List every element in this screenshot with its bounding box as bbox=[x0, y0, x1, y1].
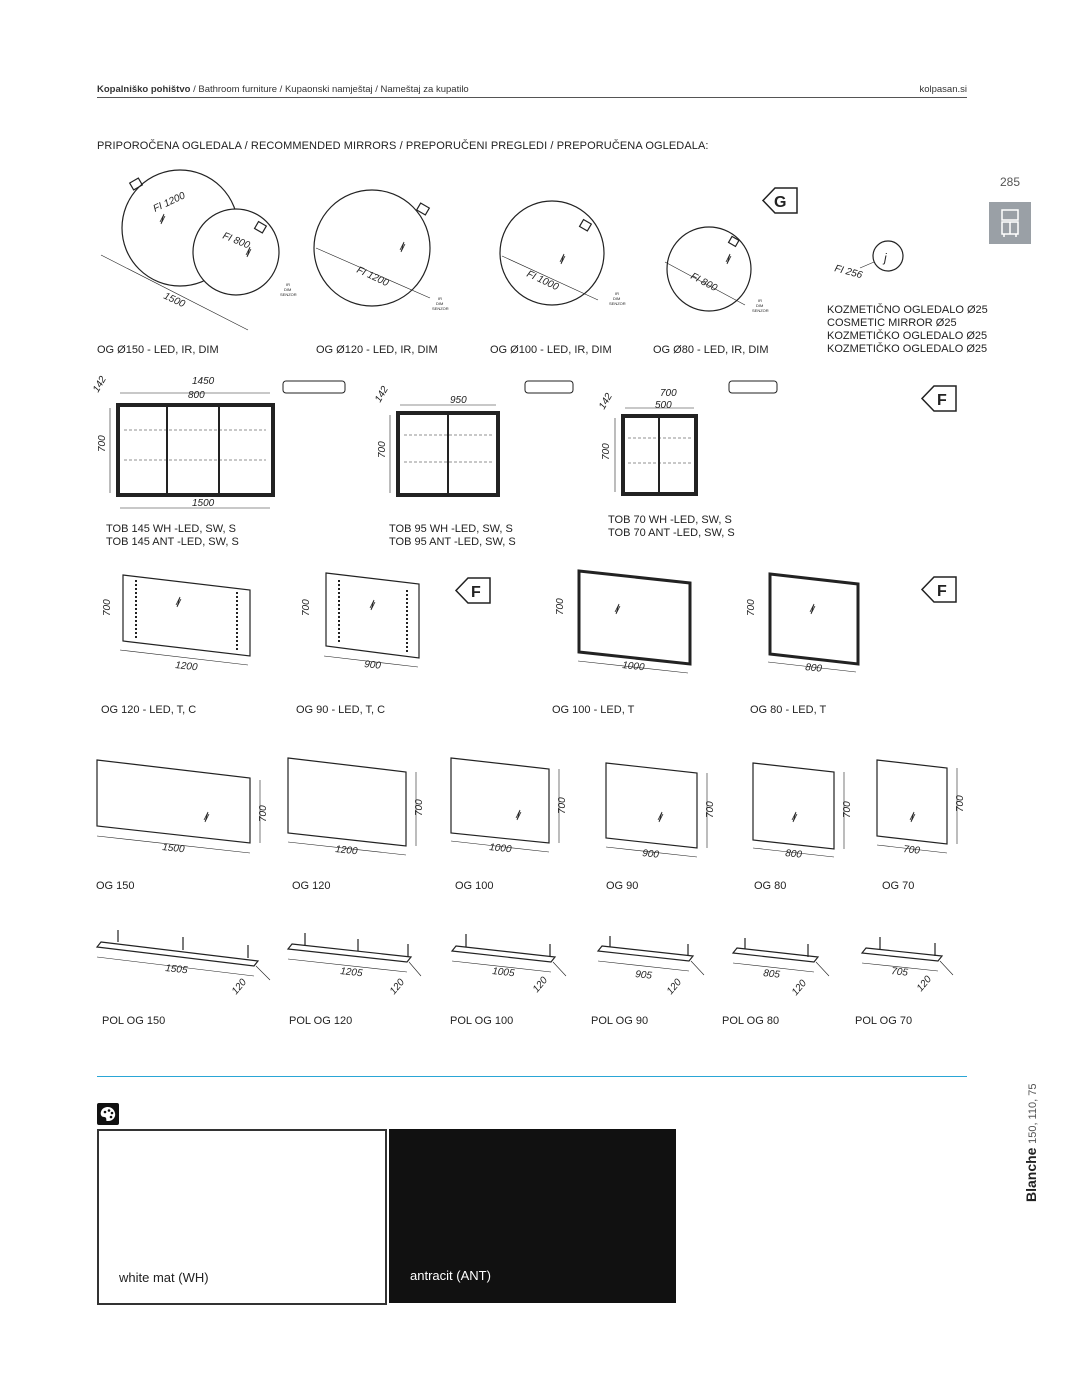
svg-text:905: 905 bbox=[634, 969, 653, 982]
svg-text:142: 142 bbox=[91, 374, 109, 395]
svg-text:G: G bbox=[774, 194, 787, 211]
product-label: TOB 145 WH -LED, SW, S TOB 145 ANT -LED, SW, S bbox=[106, 523, 239, 548]
svg-text:F: F bbox=[937, 392, 947, 409]
color-swatch-anthracite[interactable] bbox=[389, 1129, 676, 1303]
svg-text:120: 120 bbox=[914, 974, 935, 994]
svg-text:700: 700 bbox=[102, 599, 113, 616]
svg-text:700: 700 bbox=[746, 599, 757, 616]
product-label: OG 120 - LED, T, C bbox=[101, 704, 197, 716]
mirror-og120 bbox=[288, 758, 406, 846]
energy-badge-f bbox=[922, 386, 956, 411]
led-mark bbox=[400, 242, 405, 252]
svg-text:500: 500 bbox=[655, 400, 672, 411]
svg-text:FI 1000: FI 1000 bbox=[524, 268, 561, 294]
svg-text:1500: 1500 bbox=[161, 842, 185, 856]
mirror-og100 bbox=[451, 758, 549, 843]
svg-text:700: 700 bbox=[258, 805, 269, 822]
dim-line bbox=[860, 262, 874, 268]
row4-dims bbox=[162, 795, 966, 861]
svg-text:1450: 1450 bbox=[192, 376, 215, 387]
svg-text:700: 700 bbox=[705, 801, 716, 818]
svg-text:142: 142 bbox=[373, 384, 391, 405]
product-label: POL OG 90 bbox=[591, 1015, 649, 1027]
product-label: POL OG 80 bbox=[722, 1015, 780, 1027]
svg-text:120: 120 bbox=[530, 975, 551, 995]
round-mirror-og150-small bbox=[193, 209, 279, 295]
round-mirror-og120 bbox=[314, 190, 430, 306]
svg-text:700: 700 bbox=[97, 435, 108, 452]
svg-text:950: 950 bbox=[450, 395, 467, 406]
svg-text:120: 120 bbox=[387, 977, 408, 997]
section-title: PRIPOROČENA OGLEDALA / RECOMMENDED MIRRORS / PREPORUČENI PREGLEDI / PREPORUČENA OGLEDALA: bbox=[97, 140, 709, 152]
svg-text:1000: 1000 bbox=[488, 842, 512, 856]
cosmetic-mirror bbox=[873, 241, 903, 271]
product-label: OG 120 bbox=[292, 880, 331, 892]
breadcrumb: Kopalniško pohištvo / Bathroom furniture / Kupaonski namještaj / Nameštaj za kupatilo bbox=[97, 84, 469, 95]
product-label: POL OG 100 bbox=[450, 1015, 514, 1027]
cabinet-tob145 bbox=[118, 405, 273, 495]
svg-text:800: 800 bbox=[784, 848, 803, 861]
site-url[interactable]: kolpasan.si bbox=[919, 84, 967, 95]
sensor-icon bbox=[580, 220, 592, 231]
section-divider bbox=[97, 1076, 967, 1077]
svg-text:700: 700 bbox=[955, 795, 966, 812]
svg-text:1505: 1505 bbox=[164, 963, 188, 977]
svg-text:FI 256: FI 256 bbox=[833, 263, 864, 282]
product-label: OG 90 - LED, T, C bbox=[296, 704, 386, 716]
led-mark bbox=[726, 254, 731, 264]
svg-text:F: F bbox=[471, 584, 481, 601]
svg-text:1205: 1205 bbox=[339, 966, 363, 980]
svg-text:900: 900 bbox=[641, 848, 660, 861]
row3-dims bbox=[102, 598, 823, 675]
svg-text:700: 700 bbox=[842, 801, 853, 818]
mirror-og150 bbox=[97, 760, 250, 843]
svg-text:SENZOR: SENZOR bbox=[609, 301, 626, 306]
mirror-og80-led bbox=[770, 574, 858, 664]
product-label: OG Ø80 - LED, IR, DIM bbox=[653, 344, 769, 356]
page-number: 285 bbox=[1000, 175, 1021, 189]
svg-text:DIM: DIM bbox=[284, 287, 292, 292]
svg-text:FI 800: FI 800 bbox=[220, 230, 252, 252]
svg-text:800: 800 bbox=[188, 390, 205, 401]
mirror-og120-led bbox=[123, 575, 250, 656]
svg-text:DIM: DIM bbox=[436, 301, 444, 306]
product-label: OG 150 bbox=[96, 880, 135, 892]
svg-text:700: 700 bbox=[301, 599, 312, 616]
swatch-label: antracit (ANT) bbox=[410, 1268, 491, 1283]
row5-dims bbox=[165, 963, 935, 998]
product-label: POL OG 70 bbox=[855, 1015, 913, 1027]
svg-text:FI 800: FI 800 bbox=[688, 270, 719, 294]
svg-text:SENZOR: SENZOR bbox=[752, 308, 769, 313]
row2-dims bbox=[91, 374, 677, 509]
product-label: OG 80 bbox=[754, 880, 787, 892]
svg-text:700: 700 bbox=[377, 441, 388, 458]
shelf-pol-og150 bbox=[97, 942, 258, 966]
svg-text:FI 1200: FI 1200 bbox=[151, 190, 188, 215]
svg-text:SENZOR: SENZOR bbox=[432, 306, 449, 311]
product-label: OG 100 - LED, T bbox=[552, 704, 635, 716]
energy-badge-f bbox=[922, 577, 956, 602]
svg-text:IR: IR bbox=[438, 296, 442, 301]
svg-text:IR: IR bbox=[286, 282, 290, 287]
product-label: OG 90 bbox=[606, 880, 639, 892]
shelf-pol-og80 bbox=[733, 948, 818, 962]
svg-text:120: 120 bbox=[664, 977, 685, 997]
color-swatch-white[interactable] bbox=[97, 1129, 387, 1305]
svg-text:900: 900 bbox=[363, 659, 382, 672]
svg-text:705: 705 bbox=[890, 966, 909, 979]
svg-text:1500: 1500 bbox=[161, 290, 187, 311]
product-label: POL OG 150 bbox=[102, 1015, 166, 1027]
cosmetic-icon: j bbox=[884, 251, 887, 265]
mirror-og80 bbox=[753, 763, 834, 849]
svg-text:805: 805 bbox=[762, 968, 781, 981]
svg-text:700: 700 bbox=[660, 388, 677, 399]
product-label: TOB 70 WH -LED, SW, S TOB 70 ANT -LED, SW, S bbox=[608, 514, 735, 539]
svg-text:700: 700 bbox=[557, 797, 568, 814]
svg-text:1200: 1200 bbox=[174, 660, 198, 674]
svg-text:1500: 1500 bbox=[192, 498, 215, 509]
product-label: OG 80 - LED, T bbox=[750, 704, 827, 716]
svg-text:120: 120 bbox=[789, 978, 810, 998]
product-label: OG Ø150 - LED, IR, DIM bbox=[97, 344, 219, 356]
svg-text:DIM: DIM bbox=[756, 303, 764, 308]
palette-icon bbox=[97, 1103, 119, 1125]
mirror-og100-led bbox=[579, 571, 690, 664]
shelf-pol-og100 bbox=[452, 946, 555, 962]
mirror-og70 bbox=[877, 760, 947, 844]
product-label: OG Ø100 - LED, IR, DIM bbox=[490, 344, 612, 356]
product-label: OG 100 bbox=[455, 880, 494, 892]
svg-text:F: F bbox=[937, 583, 947, 600]
series-side-label: Blanche 150, 110, 75 bbox=[1023, 1083, 1039, 1202]
svg-text:142: 142 bbox=[597, 391, 615, 412]
svg-text:700: 700 bbox=[902, 844, 921, 857]
svg-text:FI 1200: FI 1200 bbox=[354, 264, 391, 290]
shelf-pol-og120 bbox=[288, 944, 411, 962]
svg-text:SENZOR: SENZOR bbox=[280, 292, 297, 297]
svg-text:120: 120 bbox=[229, 977, 250, 997]
product-label: TOB 95 WH -LED, SW, S TOB 95 ANT -LED, SW, S bbox=[389, 523, 516, 548]
svg-text:DIM: DIM bbox=[613, 296, 621, 301]
svg-text:700: 700 bbox=[601, 443, 612, 460]
cosmetic-mirror-label: KOZMETIČNO OGLEDALO Ø25 COSMETIC MIRROR Ø25 KOZMETIČKO OGLEDALO Ø25 KOZMETIČKO OGLEDALO Ø25 bbox=[827, 304, 988, 355]
led-mark bbox=[160, 214, 165, 224]
svg-text:800: 800 bbox=[804, 662, 823, 675]
shelf-pol-og90 bbox=[598, 946, 693, 961]
energy-badge-f bbox=[456, 578, 490, 603]
sensor-icon bbox=[130, 178, 143, 190]
swatch-label: white mat (WH) bbox=[119, 1270, 209, 1285]
mirror-og90 bbox=[606, 763, 697, 848]
svg-text:700: 700 bbox=[414, 799, 425, 816]
svg-text:1005: 1005 bbox=[491, 966, 515, 980]
svg-text:IR: IR bbox=[615, 291, 619, 296]
product-label: POL OG 120 bbox=[289, 1015, 353, 1027]
shelf-pol-og70 bbox=[862, 948, 942, 961]
svg-text:1000: 1000 bbox=[621, 660, 645, 674]
svg-text:1200: 1200 bbox=[334, 844, 358, 858]
product-label: OG 70 bbox=[882, 880, 915, 892]
energy-badge-g bbox=[763, 188, 797, 213]
product-label: OG Ø120 - LED, IR, DIM bbox=[316, 344, 438, 356]
svg-text:700: 700 bbox=[555, 598, 566, 615]
led-mark bbox=[560, 254, 565, 264]
svg-text:IR: IR bbox=[758, 298, 762, 303]
